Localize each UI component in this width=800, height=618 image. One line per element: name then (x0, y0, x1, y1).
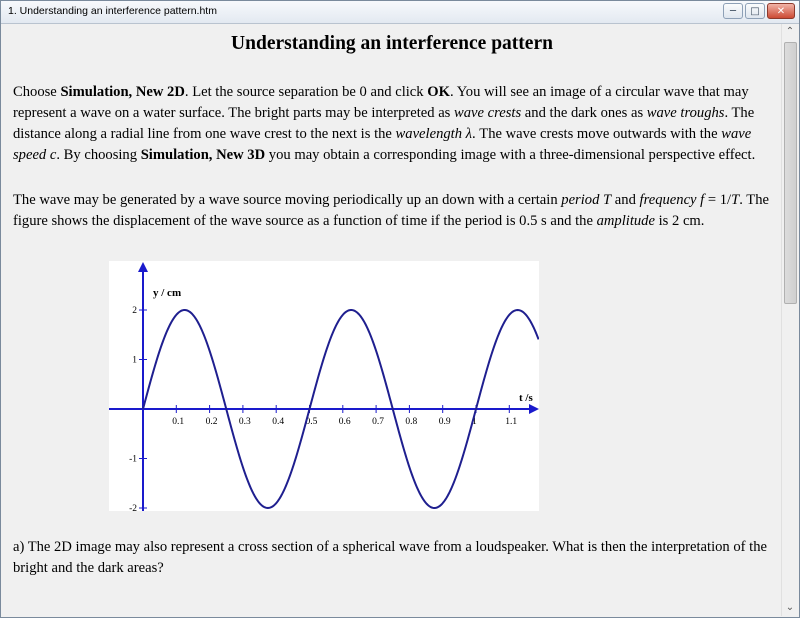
text-run: . The distance along a radial line from one wave crest to the next is the (13, 105, 755, 142)
minimize-button[interactable]: ─ (723, 3, 743, 19)
text-run: wave crests (454, 105, 522, 121)
chart-svg (109, 261, 539, 511)
question-a: a) The 2D image may also represent a cross section of a spherical wave from a loudspeaker. What is then the interpretation of the bright and the dark areas? (13, 539, 768, 576)
y-tick-label: -1 (129, 454, 137, 465)
title-bar[interactable] (1, 1, 799, 24)
y-axis-arrow (138, 262, 148, 272)
y-tick-label: 1 (132, 355, 137, 366)
text-run: wavelength λ (395, 126, 472, 142)
x-tick-label: 1 (472, 417, 477, 427)
displacement-chart (109, 261, 539, 511)
document-view (2, 24, 782, 616)
page-title: Understanding an interference pattern (231, 33, 553, 54)
text-run: OK (427, 84, 450, 100)
x-tick-label: 0.5 (305, 417, 318, 427)
scroll-down-icon[interactable]: ⌄ (785, 602, 795, 613)
window-controls (721, 3, 795, 19)
x-axis-arrow (529, 404, 539, 414)
text-run: and (611, 192, 640, 208)
scroll-thumb[interactable] (784, 42, 797, 304)
text-run: wave speed c (13, 126, 752, 163)
x-tick-label: 0.2 (205, 417, 218, 427)
text-run: Simulation, New 3D (140, 147, 266, 163)
text-run: frequency f (639, 192, 705, 208)
text-run: wave troughs (646, 105, 725, 121)
text-run: Simulation, New 2D (60, 84, 185, 100)
y-tick-label: 2 (132, 306, 137, 316)
text-run: . Let the source separation be 0 and click (184, 84, 428, 100)
vertical-scrollbar[interactable] (781, 24, 798, 616)
text-run: . By choosing (56, 147, 141, 163)
y-axis-label: y / cm (153, 287, 182, 299)
text-run: period T (561, 192, 612, 208)
x-tick-label: 0.1 (172, 417, 185, 427)
text-run: is 2 cm. (654, 213, 705, 229)
text-run: = 1/ (704, 192, 732, 208)
intro-paragraph (13, 82, 775, 166)
x-tick-label: 0.9 (438, 417, 451, 427)
text-run: . You will see an image of a circular wave that may represent a wave on a water surface. The bright parts may be interpreted as (13, 84, 749, 121)
maximize-button[interactable]: □ (745, 3, 765, 19)
period-paragraph (13, 190, 775, 232)
text-run: . The figure shows the displacement of the wave source as a function of time if the period is 0.5 s and the (13, 192, 769, 229)
x-tick-label: 0.6 (338, 417, 351, 427)
y-tick-label: -2 (129, 504, 137, 511)
text-run: amplitude (596, 213, 655, 229)
x-tick-label: 0.8 (405, 417, 418, 427)
close-button[interactable]: ✕ (767, 3, 795, 19)
text-run: . The wave crests move outwards with the (471, 126, 722, 142)
x-tick-label: 0.4 (272, 417, 285, 427)
x-axis-label: t /s (519, 392, 533, 404)
text-run: you may obtain a corresponding image with a three-dimensional perspective effect. (265, 147, 756, 163)
scroll-up-icon[interactable]: ⌃ (785, 26, 795, 37)
window-title: 1. Understanding an interference pattern.htm (8, 5, 217, 17)
x-tick-label: 1.1 (505, 417, 518, 427)
text-run: T (731, 192, 740, 208)
x-tick-label: 0.3 (238, 417, 251, 427)
x-tick-label: 0.7 (372, 417, 384, 427)
text-run: and the dark ones as (521, 105, 647, 121)
text-run: The wave may be generated by a wave source moving periodically up an down with a certain (13, 192, 562, 208)
text-run: Choose (13, 84, 61, 100)
